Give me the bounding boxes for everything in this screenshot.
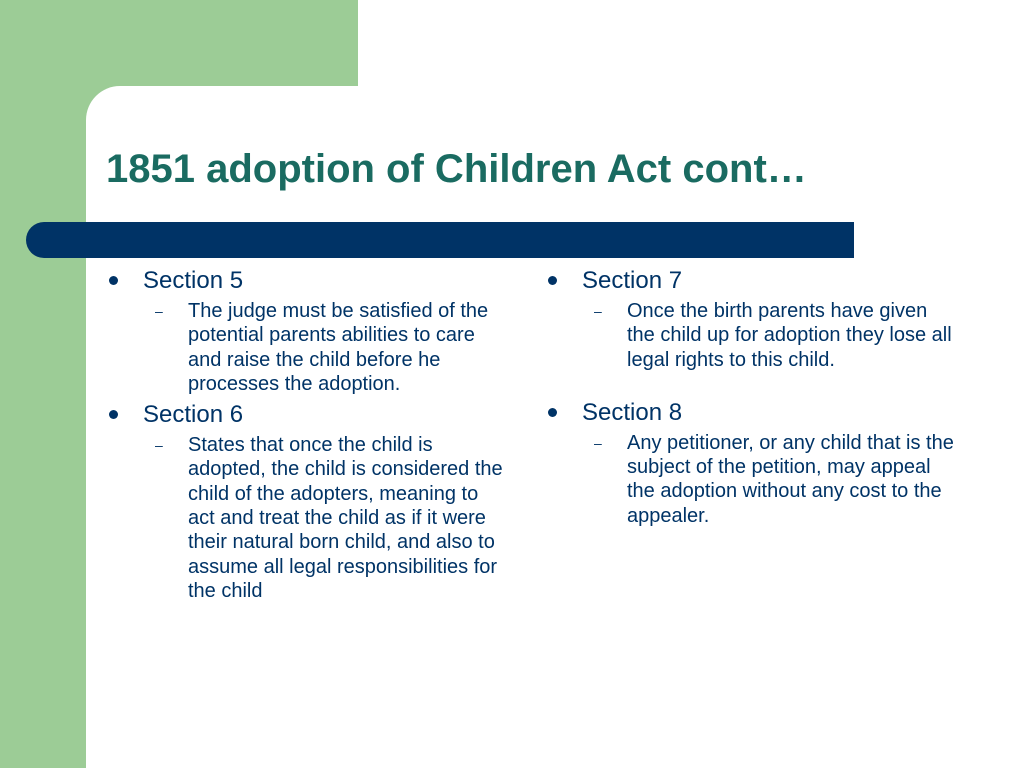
dash-icon: – — [155, 437, 163, 454]
sub-point-text: The judge must be satisfied of the potential parents abilities to care and raise the child before he processes the adoption. — [188, 300, 489, 395]
section-label: Section 7 — [582, 267, 683, 294]
section-label: Section 5 — [143, 267, 244, 294]
sub-point-text: Once the birth parents have given the child up for adoption they lose all legal rights to this child. — [627, 300, 952, 371]
sub-point — [155, 299, 514, 396]
sub-point-text: Any petitioner, or any child that is the subject of the petition, may appeal the adoption without any cost to the appealer. — [627, 431, 954, 527]
dash-icon: – — [155, 303, 163, 319]
section-heading — [104, 267, 514, 295]
sub-point — [155, 433, 514, 603]
section-5 — [104, 267, 514, 396]
left-column — [104, 267, 514, 603]
dash-icon: – — [594, 303, 602, 319]
sub-point — [594, 299, 963, 372]
dash-icon: – — [594, 434, 602, 451]
bullet-icon — [548, 276, 557, 285]
section-6 — [104, 401, 514, 603]
section-label: Section 8 — [582, 398, 683, 426]
sub-point — [594, 431, 963, 528]
section-heading — [543, 267, 963, 295]
bullet-icon — [109, 276, 118, 285]
slide-title: 1851 adoption of Children Act cont… — [106, 147, 807, 191]
section-8 — [543, 399, 963, 528]
section-heading — [543, 399, 963, 427]
section-heading — [104, 401, 514, 429]
right-column — [543, 267, 963, 528]
sub-point-text: States that once the child is adopted, the child is considered the child of the adopters, meaning to act and treat the child as if it were their natural born child, and also to assume all legal responsibilities for the child — [188, 434, 503, 602]
bullet-icon — [109, 410, 118, 419]
section-7 — [543, 267, 963, 372]
section-label: Section 6 — [143, 401, 244, 429]
bullet-icon — [548, 408, 557, 417]
title-underline-bar — [26, 222, 854, 258]
